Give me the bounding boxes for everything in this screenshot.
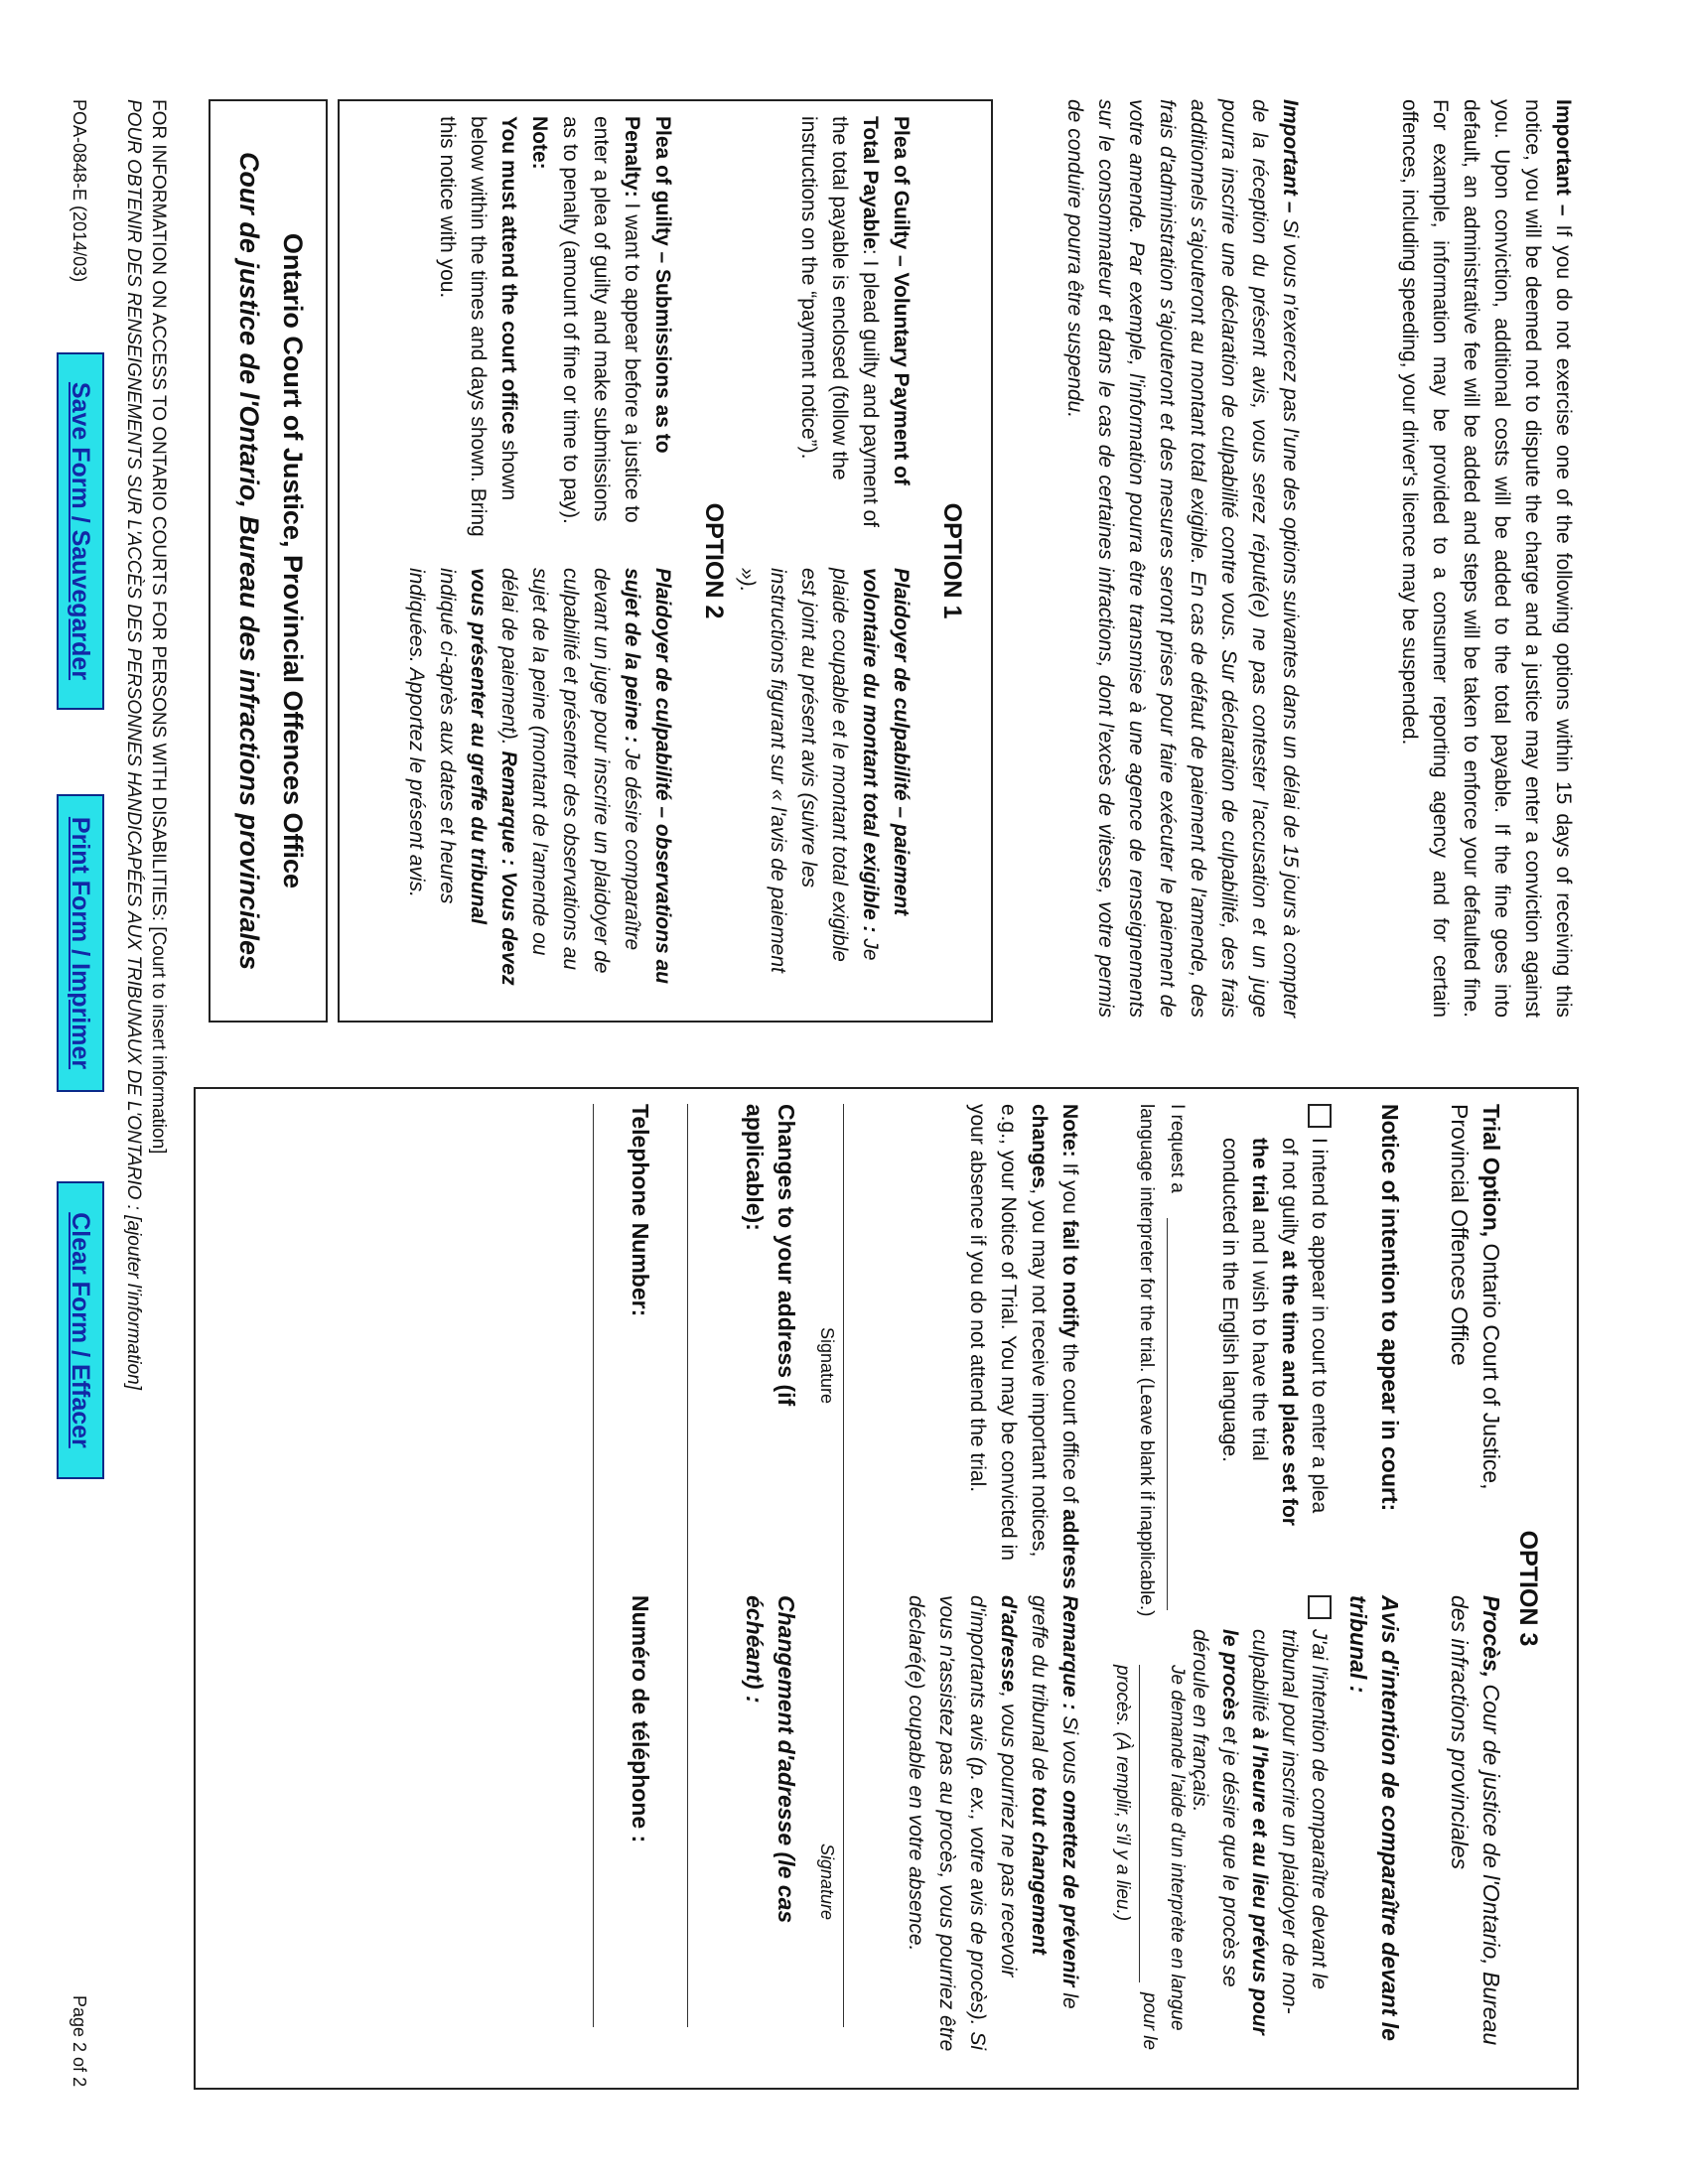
appear-checkbox-en-row — [1214, 1104, 1334, 1531]
page-number: Page 2 of 2 — [70, 1995, 89, 2088]
trial-option-fr-bold: Procès, — [1478, 1595, 1504, 1679]
address-input[interactable] — [687, 1104, 688, 2027]
interpreter-label-fr: Je demande l'aide d'un interprète en langue — [1167, 1665, 1188, 2031]
clear-form-button[interactable]: Clear Form / Effacer — [57, 1181, 104, 1479]
court-office-en: Ontario Court of Justice, Provincial Offences Office — [278, 232, 308, 889]
accessibility-info-fr: POUR OBTENIR DES RENSEIGNEMENTS SUR L'ACCÈS DES PERSONNES HANDICAPÉES AUX TRIBUNAUX DE L'ONTARIO : [ajouter l'information] — [123, 99, 144, 1391]
interpreter-language-input[interactable] — [1167, 1218, 1168, 1610]
address-label-fr: Changement d'adresse (le cas échéant) : — [742, 1595, 799, 1924]
court-office-fr: Cour de justice de l'Ontario, Bureau des infractions provinciales — [234, 151, 264, 971]
accessibility-info-en: FOR INFORMATION ON ACCESS TO ONTARIO COURTS FOR PERSONS WITH DISABILITIES: [Court to insert information] — [148, 99, 169, 1155]
option2-en-bold: Plea of guilty – Submissions as to Penalty: — [621, 116, 674, 454]
appear-english-text — [1214, 1138, 1334, 1531]
interpreter-label-fr-2: pour le — [1139, 1992, 1160, 2051]
note-en-b1: fail to notify — [1058, 1219, 1081, 1338]
option3-heading: OPTION 3 — [1514, 1530, 1542, 1647]
option2-fr-tail: indiqué ci-après aux dates et heures indiquées. Apportez le présent avis. — [405, 568, 459, 904]
interpreter-language-input-fr[interactable] — [1139, 1665, 1140, 1982]
trial-option-fr-text: Cour de justice de l'Ontario, Bureau des infractions provinciales — [1447, 1595, 1504, 2046]
appear-french-text — [1185, 1629, 1334, 2052]
interpreter-text-en: language interpreter for the trial. (Leave blank if inapplicable.) — [1136, 1104, 1157, 1617]
option2-fr — [401, 568, 678, 995]
option1-fr-text: Je plaide coupable et le montant total exigible est joint au présent avis (suivre les instructions figurant sur « l'avis de paiement »). — [736, 568, 882, 973]
save-form-button[interactable]: Save Form / Sauvegarder — [57, 352, 104, 710]
important-lead: Important – — [1552, 99, 1575, 216]
option2-heading: OPTION 2 — [700, 502, 728, 619]
important-notice-en — [1394, 99, 1579, 1018]
interpreter-label-en: I request a — [1167, 1104, 1188, 1193]
trial-option-en-text: Ontario Court of Justice, Provincial Offences Office — [1447, 1104, 1504, 1490]
option2-en-note: Note: — [528, 116, 551, 170]
appear-english-checkbox[interactable] — [1308, 1104, 1332, 1128]
option1-en-text: : I plead guilty and payment of the total payable is enclosed (follow the instructions on the “payment notice”). — [797, 116, 882, 528]
option2-fr-bold: Plaidoyer de culpabilité – observations au sujet de la peine : — [621, 568, 674, 984]
form-code: POA-0848-E (2014/03) — [70, 99, 89, 283]
note-en-2: the court office of — [1058, 1337, 1081, 1510]
option1-heading: OPTION 1 — [938, 502, 966, 619]
option2-fr-text: Je désire comparaître devant un juge pour inscrire un plaidoyer de culpabilité et présenter des observations au sujet de la peine (montant de l'amende ou délai de paiement). — [497, 568, 643, 974]
intend-en-2: and I wish to have the trial conducted in the English language. — [1218, 1138, 1271, 1462]
interpreter-text-fr: procès. (À remplir, s'il y a lieu.) — [1112, 1665, 1133, 1922]
option2-en — [432, 116, 678, 538]
intend-en-1: I intend to appear in court to enter a plea of not guilty — [1278, 1138, 1331, 1514]
note-fr-3: , vous pourriez ne pas recevoir d'importants avis (p. ex., votre avis de procès). Si vous n'assistez pas au procès, vous pourriez être déclaré(e) coupable en votre absence. — [905, 1595, 1020, 2052]
signature-label-fr: Signature — [817, 1843, 837, 1921]
note-fr-2: le greffe du tribunal de — [1028, 1595, 1081, 2009]
trial-option-en — [1444, 1104, 1507, 1531]
option1-en — [793, 116, 916, 538]
note-fr-lead: Remarque : — [1058, 1595, 1081, 1710]
address-label-en: Changes to your address (if applicable): — [742, 1104, 799, 1407]
appear-checkbox-fr-row — [1185, 1595, 1334, 2052]
note-fr-1: Si vous — [1058, 1709, 1081, 1791]
important-text: If you do not exercise one of the following options within 15 days of receiving this notice, you will be deemed not to dispute the charge and a justice may enter a conviction against you. Upon conviction, additional costs will be added to the total payable. If the fine goes into default, an administrative fee will be added and steps will be taken to enforce your defaulted fine. For example, information may be provided to a consumer reporting agency and for certain offences, including speeding, your driver's licence may be suspended. — [1398, 99, 1575, 1018]
intend-fr-bold: à l'heure et au lieu prévus pour le procès — [1218, 1629, 1271, 2035]
intend-fr-2: et je désire que le procès se déroule en français. — [1189, 1629, 1241, 1987]
note-en — [962, 1104, 1085, 1590]
signature-input[interactable] — [843, 1104, 844, 2027]
note-fr-b1: omettez de prévenir — [1058, 1790, 1081, 1987]
option1-fr — [732, 568, 916, 995]
notice-intention-en: Notice of intention to appear in court: — [1377, 1104, 1403, 1512]
telephone-label-en: Telephone Number: — [628, 1104, 653, 1317]
court-office-box — [209, 99, 328, 1023]
note-en-lead: Note: — [1058, 1104, 1081, 1158]
important-notice-fr — [1059, 99, 1306, 1018]
note-en-b2: address changes — [1028, 1104, 1081, 1589]
telephone-input[interactable] — [593, 1104, 594, 2027]
note-fr — [901, 1595, 1085, 2062]
option1-en-bold: Plea of Guilty – Voluntary Payment of Total Payable — [859, 116, 913, 485]
note-en-3: , you may not receive important notices, e.g., your Notice of Trial. You may be convicted in your absence if you do not attend the trial. — [966, 1104, 1051, 1561]
note-fr-b2: tout changement d'adresse — [997, 1595, 1051, 1955]
option1-fr-bold: Plaidoyer de culpabilité – paiement volontaire du montant total exigible : — [859, 568, 913, 933]
option2-en-text: I want to appear before a justice to enter a plea of guilty and make submissions as to penalty (amount of fine or time to pay). — [559, 116, 643, 524]
option2-en-must: You must attend the court office — [497, 116, 520, 435]
option2-en-tail: shown below within the times and days shown. Bring this notice with you. — [436, 116, 520, 537]
appear-french-checkbox[interactable] — [1308, 1595, 1332, 1619]
option2-fr-note: Remarque : Vous devez vous présenter au greffe du tribunal — [467, 568, 520, 986]
options-1-2-box — [338, 99, 993, 1023]
option3-box — [194, 1087, 1579, 2090]
important-text-fr: Si vous n'exercez pas l'une des options suivantes dans un délai de 15 jours à compter de la réception du présent avis, vous serez réputé(e) ne pas contester l'accusation et un juge pourra inscrire une déclaration de culpabilité contre vous. Sur déclaration de culpabilité, des frais additionnels s'ajouteront au montant total exigible. En cas de défaut de paiement de l'amende, des frais d'administration s'ajouteront et des mesures seront prises pour faire exécuter le paiement de votre amende. Par exemple, l'information pourra être transmise à une agence de renseignements sur le consommateur et dans le cas de certaines infractions, dont l'excès de vitesse, votre permis de conduire pourra être suspendu. — [1063, 99, 1302, 1018]
important-lead-fr: Important – — [1279, 99, 1302, 213]
intend-fr-1: J'ai l'intention de comparaître devant le tribunal pour inscrire un plaidoyer de non-culpabilité — [1248, 1629, 1331, 2014]
trial-option-en-bold: Trial Option, — [1478, 1104, 1504, 1238]
signature-label-en: Signature — [817, 1327, 837, 1405]
notice-intention-fr: Avis d'intention de comparaître devant le tribunal : — [1345, 1595, 1403, 2041]
note-en-1: If you — [1058, 1157, 1081, 1220]
intend-en-bold: at the time and place set for the trial — [1248, 1138, 1301, 1526]
telephone-label-fr: Numéro de téléphone : — [628, 1595, 653, 1843]
print-form-button[interactable]: Print Form / Imprimer — [57, 794, 104, 1092]
trial-option-fr — [1444, 1595, 1507, 2052]
